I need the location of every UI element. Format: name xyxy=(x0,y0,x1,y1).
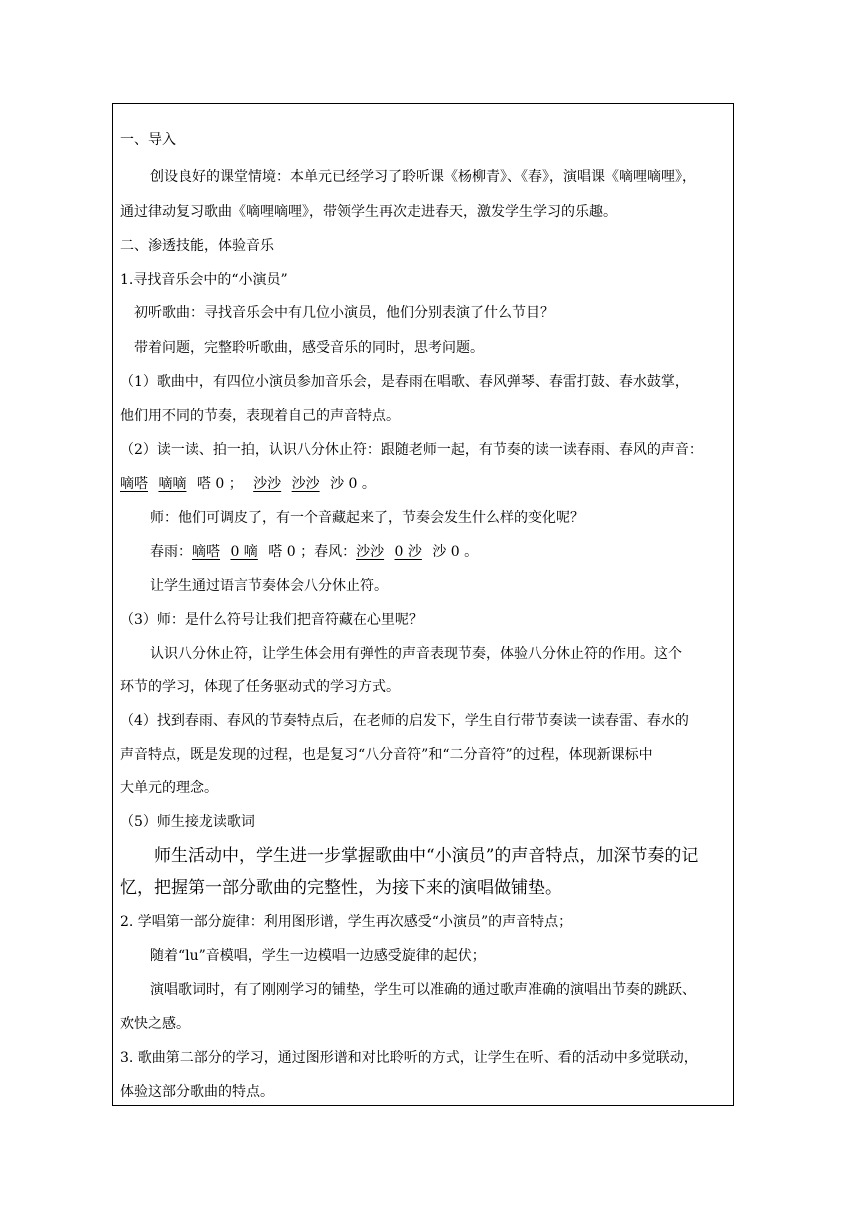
rhythm-syllable: 沙 0 。 xyxy=(330,476,376,492)
rhythm-line-rest xyxy=(150,542,478,562)
section-heading-intro: 一、导入 xyxy=(120,132,176,148)
paragraph-line: 初听歌曲：寻找音乐会中有几位小演员，他们分别表演了什么节目？ xyxy=(134,305,554,321)
paragraph-line: 他们用不同的节奏，表现着自己的声音特点。 xyxy=(120,408,400,424)
rhythm-line-original xyxy=(120,474,376,494)
rhythm-syllable: 嗒 0 ； xyxy=(268,544,315,560)
paragraph-line: 让学生通过语言节奏体会八分休止符。 xyxy=(150,578,388,594)
paragraph-line: 环节的学习，体现了任务驱动式的学习方式。 xyxy=(120,679,400,695)
rhythm-syllable: 沙 0 。 xyxy=(432,544,479,560)
paragraph-line: 声音特点，既是发现的过程，也是复习“八分音符”和“二分音符”的过程，体现新课标中 xyxy=(120,747,653,763)
paragraph-line: 体验这部分歌曲的特点。 xyxy=(120,1084,274,1100)
paragraph-line: （3）师：是什么符号让我们把音符藏在心里呢？ xyxy=(120,612,423,628)
paragraph-line: 认识八分休止符，让学生体会用有弹性的声音表现节奏，体验八分休止符的作用。这个 xyxy=(150,646,682,662)
rhythm-syllable: 0 嘀 xyxy=(230,544,258,560)
paragraph-line: 通过律动复习歌曲《嘀哩嘀哩》，带领学生再次走进春天，激发学生学习的乐趣。 xyxy=(120,204,617,220)
rhythm-syllable: 0 沙 xyxy=(394,544,422,560)
subheading-line: 1.寻找音乐会中的“小演员” xyxy=(120,272,288,288)
paragraph-line: （2）读一读、拍一拍，认识八分休止符：跟随老师一起，有节奏的读一读春雨、春风的声音： xyxy=(120,442,703,458)
rhythm-label: 春雨： xyxy=(150,544,192,560)
rhythm-label: 春风： xyxy=(314,544,357,560)
rhythm-syllable: 沙沙 xyxy=(253,476,282,492)
rhythm-syllable: 嘀嗒 xyxy=(192,544,220,560)
rhythm-syllable: 嘀嘀 xyxy=(158,476,187,492)
paragraph-line: （1）歌曲中，有四位小演员参加音乐会，是春雨在唱歌、春风弹琴、春雷打鼓、春水鼓掌， xyxy=(120,374,689,390)
paragraph-line: 欢快之感。 xyxy=(120,1016,190,1032)
rhythm-syllable: 嘀嗒 xyxy=(120,476,148,492)
paragraph-line: （4）找到春雨、春风的节奏特点后，在老师的启发下，学生自行带节奏读一读春雷、春水的 xyxy=(120,713,689,729)
paragraph-line: 2. 学唱第一部分旋律：利用图形谱，学生再次感受“小演员”的声音特点； xyxy=(120,914,573,930)
paragraph-line: 随着“lu”音模唱，学生一边模唱一边感受旋律的起伏； xyxy=(150,948,486,964)
paragraph-line-large: 师生活动中，学生进一步掌握歌曲中“小演员”的声音特点，加深节奏的记 xyxy=(154,846,699,866)
paragraph-line-large: 忆，把握第一部分歌曲的完整性，为接下来的演唱做铺垫。 xyxy=(120,878,562,898)
rhythm-syllable: 沙沙 xyxy=(291,476,320,492)
paragraph-line: 师：他们可调皮了，有一个音藏起来了，节奏会发生什么样的变化呢？ xyxy=(150,510,584,526)
section-heading-skills: 二、渗透技能，体验音乐 xyxy=(120,238,274,254)
paragraph-line: 3. 歌曲第二部分的学习，通过图形谱和对比聆听的方式，让学生在听、看的活动中多觉联动， xyxy=(120,1050,698,1066)
paragraph-line: （5）师生接龙读歌词 xyxy=(120,814,255,830)
rhythm-syllable: 沙沙 xyxy=(356,544,385,560)
paragraph-line: 大单元的理念。 xyxy=(120,780,218,796)
paragraph-line: 演唱歌词时，有了刚刚学习的铺垫，学生可以准确的通过歌声准确的演唱出节奏的跳跃、 xyxy=(150,982,696,998)
paragraph-line: 带着问题，完整聆听歌曲，感受音乐的同时，思考问题。 xyxy=(134,340,484,356)
rhythm-syllable: 嗒 0 ； xyxy=(196,476,243,492)
paragraph-line: 创设良好的课堂情境：本单元已经学习了聆听课《杨柳青》、《春》，演唱课《嘀哩嘀哩》， xyxy=(150,169,696,185)
